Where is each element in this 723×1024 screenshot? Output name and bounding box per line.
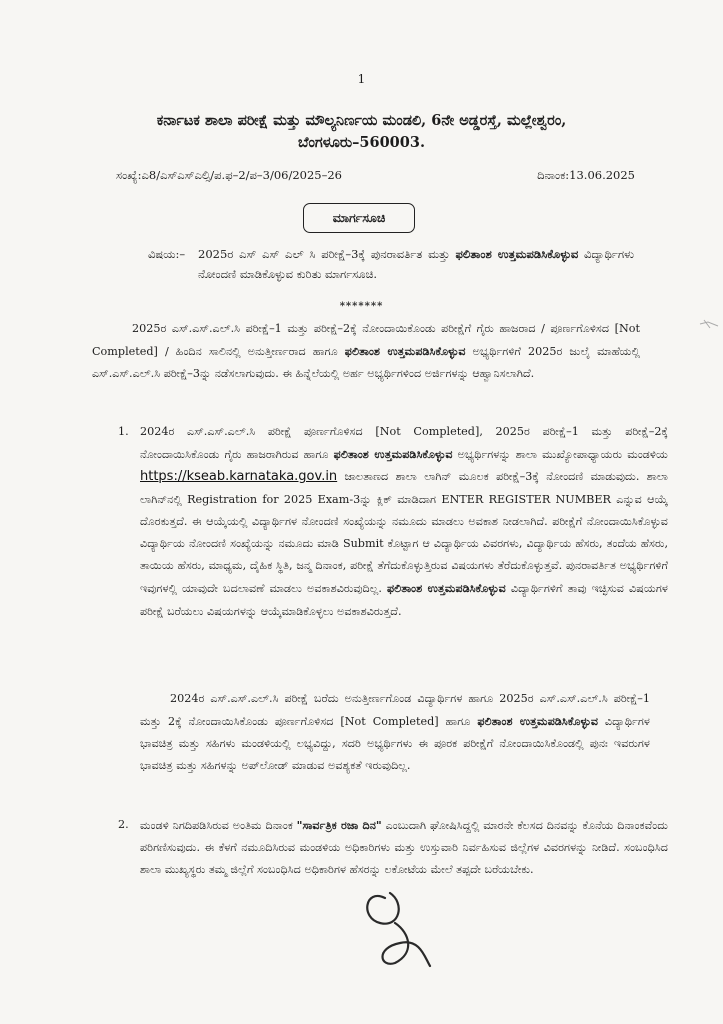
item-text: ಅಭ್ಯರ್ಥಿಗಳನ್ನು ಶಾಲಾ ಮುಖ್ಯೋಪಾಧ್ಯಾಯರು ಮಂಡಳಿಯ [452, 448, 669, 462]
document-title-box [303, 203, 415, 233]
list-item-body [140, 421, 668, 623]
stray-mark [698, 318, 720, 330]
intro-paragraph [92, 318, 640, 385]
reference-number: ಸಂಖ್ಯೆ:ಎ8/ಎಸ್ಎಸ್ಎಲ್ಸಿ/ಪ.ಫ–2/ಪ–3/06/2025–26 [116, 168, 342, 182]
subject-text [198, 244, 634, 284]
paragraph-text: 2024ರ ಎಸ್.ಎಸ್.ಎಲ್.ಸಿ ಪರೀಕ್ಷೆ ಬರೆದು ಅನುತ್ತೀರ್ಣಗೊಂಡ ವಿದ್ಯಾರ್ಥಿಗಳ ಹಾಗೂ 2025ರ ಎಸ್.ಎಸ್.ಎಲ್.ಸಿ ಪರೀಕ್ಷೆ–1 ಮತ್ತು 2ಕ್ಕೆ ನೋಂದಾಯಿಸಿಕೊಂಡು ಪೂರ್ಣಗೊಳಿಸದ [Not Completed] ಹಾಗೂ [140, 692, 650, 728]
list-item-number: 1. [118, 425, 129, 438]
continuation-paragraph [140, 688, 650, 777]
document-title: ಮಾರ್ಗಸೂಚಿ [332, 210, 386, 225]
issue-date: ದಿನಾಂಕ:13.06.2025 [537, 168, 635, 182]
subject-label: ವಿಷಯ:– [148, 247, 186, 261]
list-item-2 [118, 814, 668, 882]
list-item-body [140, 814, 668, 882]
paragraph-emphasis: ಫಲಿತಾಂಶ ಉತ್ತಮಪಡಿಸಿಕೊಳ್ಳುವ [344, 344, 466, 358]
paragraph-emphasis: ಫಲಿತಾಂಶ ಉತ್ತಮಪಡಿಸಿಕೊಳ್ಳುವ [477, 714, 598, 728]
board-header-line2: ಬೆಂಗಳೂರು–560003. [298, 134, 425, 151]
item-text: 2024ರ ಎಸ್.ಎಸ್.ಎಲ್.ಸಿ ಪರೀಕ್ಷೆ ಪೂರ್ಣಗೊಳಿಸದ [Not Completed], 2025ರ ಪರೀಕ್ಷೆ–1 ಮತ್ತು ಪರೀಕ್ಷೆ–2ಕ್ಕೆ ನೋಂದಾಯಿಸಿಕೊಂಡು ಗೈರು ಹಾಜರಾಗಿರುವ ಹಾಗೂ [140, 425, 668, 462]
paragraph-text: 2025ರ ಎಸ್.ಎಸ್.ಎಲ್.ಸಿ ಪರೀಕ್ಷೆ–1 ಮತ್ತು ಪರೀಕ್ಷೆ–2ಕ್ಕೆ ನೋಂದಾಯಿಕೊಂಡು ಪರೀಕ್ಷೆಗೆ ಗೈರು ಹಾಜರಾದ / ಪೂರ್ಣಗೊಳಿಸದ [Not Completed] / ಹಿಂದಿನ ಸಾಲಿನಲ್ಲಿ ಅನುತ್ತೀರ್ಣರಾದ ಹಾಗೂ [92, 322, 640, 358]
item-emphasis: ಫಲಿತಾಂಶ ಉತ್ತಮಪಡಿಸಿಕೊಳ್ಳುವ [386, 581, 506, 596]
separator: ******* [339, 301, 384, 312]
signature-mark [355, 878, 435, 968]
page-number: 1 [357, 72, 366, 86]
item-emphasis: "ಸಾರ್ವತ್ರಿಕ ರಜಾ ದಿನ" [296, 818, 382, 832]
paragraph-text: ವಿದ್ಯಾರ್ಥಿಗಳ ಭಾವಚಿತ್ರ ಮತ್ತು ಸಹಿಗಳು ಮಂಡಳಿಯಲ್ಲಿ ಲಭ್ಯವಿದ್ದು, ಸದರಿ ಅಭ್ಯರ್ಥಿಗಳು ಈ ಪೂರಕ ಪರೀಕ್ಷೆಗೆ ನೋಂದಾಯಿಸಿಕೊಂಡಲ್ಲಿ ಪುನಃ ಇವರುಗಳ ಭಾವಚಿತ್ರ ಮತ್ತು ಸಹಿಗಳನ್ನು ಅಪ್‌ಲೋಡ್ ಮಾಡುವ ಅವಶ್ಯಕತೆ ಇರುವುದಿಲ್ಲ. [140, 715, 650, 772]
kseab-website-link[interactable]: https://kseab.karnataka.gov.in [140, 469, 338, 485]
list-item-number: 2. [118, 818, 129, 831]
item-text: ಎಂಬುದಾಗಿ ಘೋಷಿಸಿದ್ದಲ್ಲಿ ಮಾರನೇ ಕೆಲಸದ ದಿನವನ್ನು ಕೊನೆಯ ದಿನಾಂಕವೆಂದು ಪರಿಗಣಿಸುವುದು. ಈ ಕೆಳಗೆ ನಮೂದಿಸಿರುವ ಮಂಡಳಿಯ ಅಧಿಕಾರಿಗಳು ಮತ್ತು ಉಸ್ತುವಾರಿ ನಿರ್ವಹಿಸುವ ಜಿಲ್ಲೆಗಳ ವಿವರಗಳನ್ನು ನೀಡಿದೆ. ಸಂಬಂಧಿಸಿದ ಶಾಲಾ ಮುಖ್ಯಸ್ಥರು ತಮ್ಮ ಜಿಲ್ಲೆಗೆ ಸಂಬಂಧಿಸಿದ ಅಧಿಕಾರಿಗಳ ಹೆಸರನ್ನು ಲಕೋಟೆಯ ಮೇಲೆ ತಪ್ಪದೇ ಬರೆಯಬೇಕು. [140, 819, 668, 877]
paragraph-text: ಅಭ್ಯರ್ಥಿಗಳಿಗೆ 2025ರ ಜುಲೈ ಮಾಹೆಯಲ್ಲಿ ಎಸ್.ಎಸ್.ಎಲ್.ಸಿ ಪರೀಕ್ಷೆ–3ನ್ನು ನಡೆಸಲಾಗುವುದು. ಈ ಹಿನ್ನೆಲೆಯಲ್ಲಿ ಅರ್ಹ ಅಭ್ಯರ್ಥಿಗಳಿಂದ ಅರ್ಜಿಗಳನ್ನು ಆಹ್ವಾನಿಸಲಾಗಿದೆ. [92, 345, 640, 380]
item-text: ಮಂಡಳಿ ನಿಗದಿಪಡಿಸಿರುವ ಅಂತಿಮ ದಿನಾಂಕ [140, 819, 297, 832]
list-item-1 [118, 421, 668, 623]
subject-text-part: 2025ರ ಎಸ್ ಎಸ್ ಎಲ್ ಸಿ ಪರೀಕ್ಷೆ–3ಕ್ಕೆ ಪುನರಾವರ್ತಿತ ಮತ್ತು [198, 247, 456, 261]
item-text: ಜಾಲತಾಣದ ಶಾಲಾ ಲಾಗಿನ್ ಮೂಲಕ ಪರೀಕ್ಷೆ–3ಕ್ಕೆ ನೋಂದಣಿ ಮಾಡುವುದು. ಶಾಲಾ ಲಾಗಿನ್‌ನಲ್ಲಿ Registration for 2025 Exam-3ನ್ನು ಕ್ಲಿಕ್ ಮಾಡಿದಾಗ ENTER REGISTER NUMBER ಎನ್ನುವ ಆಯ್ಕೆ ದೊರಕುತ್ತದೆ. ಈ ಆಯ್ಕೆಯಲ್ಲಿ ವಿದ್ಯಾರ್ಥಿಗಳ ನೋಂದಣಿ ಸಂಖ್ಯೆಯನ್ನು ನಮೂದು ಮಾಡಲು ಅವಕಾಶ ನೀಡಲಾಗಿದೆ. ಪರೀಕ್ಷೆಗೆ ನೋಂದಾಯಿಸಿಕೊಳ್ಳುವ ವಿದ್ಯಾರ್ಥಿಯ ನೋಂದಣಿ ಸಂಖ್ಯೆಯನ್ನು ನಮೂದು ಮಾಡಿ Submit ಕೊಟ್ಟಾಗ ಆ ವಿದ್ಯಾರ್ಥಿಯ ವಿವರಗಳು, ವಿದ್ಯಾರ್ಥಿಯ ಹೆಸರು, ತಂದೆಯ ಹೆಸರು, ತಾಯಿಯ ಹೆಸರು, ಮಾಧ್ಯಮ, ದೈಹಿಕ ಸ್ಥಿತಿ, ಜನ್ಮ ದಿನಾಂಕ, ಪರೀಕ್ಷೆ ತೆಗೆದುಕೊಳ್ಳುತ್ತಿರುವ ವಿಷಯಗಳು ತೆರೆದುಕೊಳ್ಳುತ್ತವೆ. ಪುನರಾವರ್ತಿತ ಅಭ್ಯರ್ಥಿಗಳಿಗೆ ಇವುಗಳಲ್ಲಿ ಯಾವುದೇ ಬದಲಾವಣೆ ಮಾಡಲು ಅವಕಾಶವಿರುವುದಿಲ್ಲ. [140, 470, 668, 596]
item-text: ವಿದ್ಯಾರ್ಥಿಗಳಿಗೆ ತಾವು ಇಚ್ಛಿಸುವ ವಿಷಯಗಳ ಪರೀಕ್ಷೆ ಬರೆಯಲು ವಿಷಯಗಳನ್ನು ಆಯ್ಕೆಮಾಡಿಕೊಳ್ಳಲು ಅವಕಾಶವಿರುತ್ತದೆ. [140, 582, 668, 618]
board-header-line1: ಕರ್ನಾಟಕ ಶಾಲಾ ಪರೀಕ್ಷೆ ಮತ್ತು ಮೌಲ್ಯನಿರ್ಣಯ ಮಂಡಲಿ, 6ನೇ ಅಡ್ಡರಸ್ತೆ, ಮಲ್ಲೇಶ್ವರಂ, [156, 112, 567, 129]
subject-block [148, 244, 634, 284]
item-emphasis: ಫಲಿತಾಂಶ ಉತ್ತಮಪಡಿಸಿಕೊಳ್ಳುವ [333, 447, 453, 462]
subject-emphasis: ಫಲಿತಾಂಶ ಉತ್ತಮಪಡಿಸಿಕೊಳ್ಳುವ [455, 247, 579, 261]
subject-text-part: ವಿದ್ಯಾರ್ಥಿಗಳು ನೋಂದಣಿ ಮಾಡಿಕೊಳ್ಳುವ ಕುರಿತು ಮಾರ್ಗಸೂಚಿ. [198, 247, 634, 281]
